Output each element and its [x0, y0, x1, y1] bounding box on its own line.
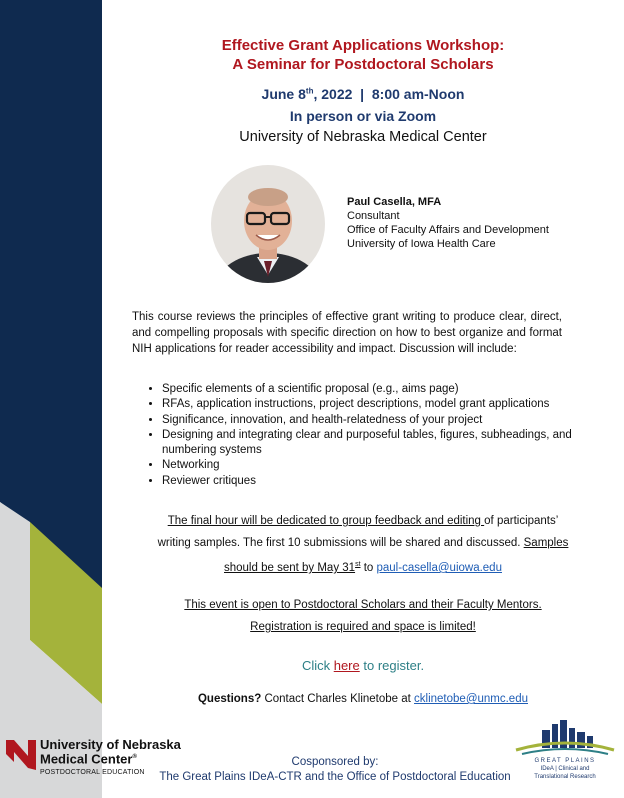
course-description: This course reviews the principles of effective grant writing to produce clear, direct, and compelling proposals with specific direction on how to best organize and format NIH applications for reader accessibility and impact. Discussion will include: — [132, 311, 562, 355]
deadline-to: to — [360, 561, 377, 574]
cosponsors — [150, 755, 520, 785]
eligibility-line-2: Registration is required and space is limited! — [250, 621, 476, 633]
speaker-email-link[interactable]: paul-casella@uiowa.edu — [376, 561, 502, 574]
register-prefix: Click — [301, 658, 334, 673]
speaker-photo — [211, 165, 325, 283]
register-suffix: to register. — [359, 658, 425, 673]
register-line — [102, 658, 624, 673]
unmc-tm: ® — [132, 754, 137, 760]
cosponsored-label: Cosponsored by: — [291, 756, 379, 768]
samples-underlined: Samples — [523, 537, 569, 549]
final-hour-underlined: The final hour will be dedicated to group feedback and editing — [167, 515, 485, 527]
page-title — [102, 36, 624, 74]
gp-bottom-text: Translational Research — [534, 774, 596, 780]
cosponsors-text: The Great Plains IDeA-CTR and the Office of Postdoctoral Education — [159, 771, 511, 783]
final-hour-line-2 — [102, 532, 624, 554]
speaker-info — [347, 195, 549, 251]
speaker-portrait — [211, 165, 325, 283]
topic-list — [144, 382, 592, 489]
questions-line — [102, 693, 624, 705]
great-plains-logo — [512, 716, 618, 792]
unmc-line-2-text: Medical Center — [40, 751, 133, 767]
date-sup: th — [305, 86, 314, 96]
title-line-1: Effective Grant Applications Workshop: — [221, 37, 505, 54]
list-item: • Designing and integrating clear and purposeful tables, figures, subheadings, and numbering systems — [162, 428, 592, 459]
list-item: • Specific elements of a scientific proposal (e.g., aims page) — [162, 382, 592, 397]
unmc-subtitle: POSTDOCTORAL EDUCATION — [40, 769, 145, 776]
questions-label: Questions? — [197, 693, 262, 705]
list-item: • Significance, innovation, and health-relatedness of your project — [162, 413, 592, 428]
title-line-2: A Seminar for Postdoctoral Scholars — [232, 56, 494, 73]
decorative-sidebar — [0, 0, 102, 798]
list-item: • Reviewer critiques — [162, 474, 592, 489]
eligibility-note — [102, 594, 624, 638]
date-prefix: June 8 — [261, 86, 306, 102]
final-hour-line-1 — [102, 510, 624, 532]
navy-band — [0, 0, 102, 598]
event-mode: In person or via Zoom — [289, 108, 437, 124]
date-suffix: , 2022 | 8:00 am-Noon — [313, 86, 465, 102]
gp-mid-text: IDeA | Clinical and — [540, 766, 590, 772]
register-link[interactable]: here — [333, 658, 360, 673]
speaker-name: Paul Casella, MFA — [347, 196, 442, 208]
questions-text: Contact Charles Klinetobe at — [261, 693, 415, 705]
speaker-org: University of Iowa Health Care — [347, 238, 496, 250]
unmc-n-icon — [6, 738, 36, 772]
speaker-office: Office of Faculty Affairs and Development — [347, 224, 549, 236]
samples-text: writing samples. The first 10 submissions will be shared and discussed. — [157, 537, 524, 549]
gp-top-text: GREAT PLAINS — [534, 758, 596, 764]
eligibility-line-1: This event is open to Postdoctoral Scholars and their Faculty Mentors. — [184, 599, 542, 611]
speaker-role: Consultant — [347, 210, 400, 222]
list-item: • Networking — [162, 458, 592, 473]
final-hour-rest: of participants’ — [484, 515, 559, 527]
list-item: • RFAs, application instructions, project descriptions, model grant applications — [162, 397, 592, 412]
final-hour-line-3 — [102, 554, 624, 579]
deadline-text: should be sent by May 31 — [224, 561, 356, 574]
contact-email-link[interactable]: cklinetobe@unmc.edu — [414, 693, 528, 705]
event-venue: University of Nebraska Medical Center — [239, 129, 487, 145]
final-hour-note — [102, 510, 624, 579]
sidebar-shapes — [0, 0, 102, 798]
unmc-line-1: University of Nebraska — [40, 737, 181, 752]
event-date — [102, 86, 624, 102]
deadline-sup: st — [355, 561, 361, 568]
skyline-icon — [512, 716, 618, 756]
